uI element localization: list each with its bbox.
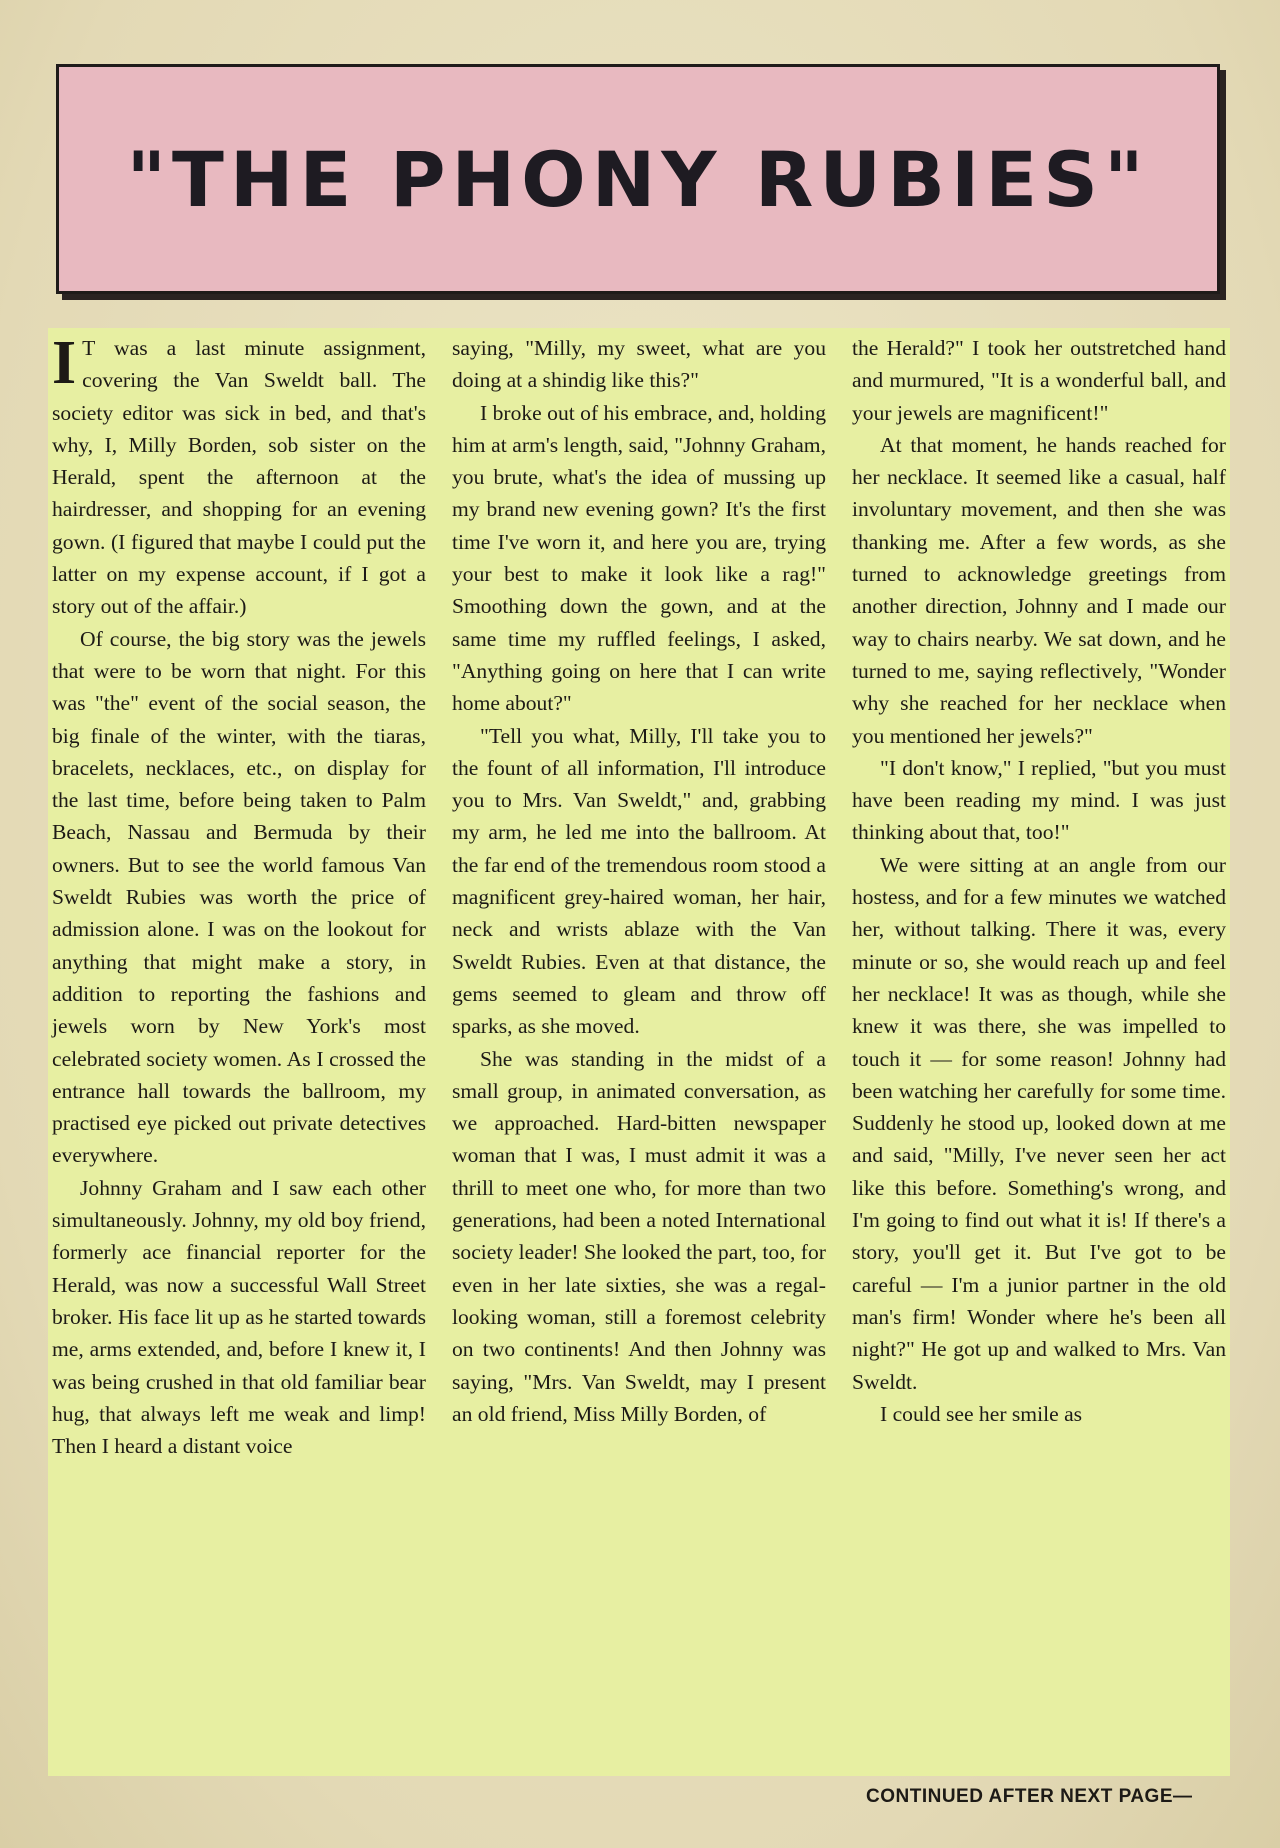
story-panel (48, 328, 1230, 1776)
story-paragraph: Of course, the big story was the jewels that were to be worn that night. For this was "the" event of the social season, the big finale of the winter, with the tiaras, bracelets, necklaces, etc., on display for the last time, before being taken to Palm Beach, Nassau and Bermuda by their owners. But to see the world famous Van Sweldt Rubies was worth the price of admission alone. I was on the lookout for anything that might make a story, in addition to reporting the fashions and jewels worn by New York's most celebrated society women. As I crossed the entrance hall towards the ballroom, my practised eye picked out private detectives everywhere. (52, 626, 426, 1168)
story-paragraph: saying, "Milly, my sweet, what are you doing at a shindig like this?" (452, 336, 826, 393)
story-column-2 (452, 332, 826, 1776)
story-paragraph: "I don't know," I replied, "but you must have been reading my mind. I was just thinking about that, too!" (852, 755, 1226, 845)
story-paragraph: She was standing in the midst of a small group, in animated conversation, as we approached. Hard-bitten newspaper woman that I was, I must admit it was a thrill to meet one who, for more than two generations, had been a noted International society leader! She looked the part, too, for even in her late sixties, she was a regal-looking woman, still a foremost celebrity on two continents! And then Johnny was saying, "Mrs. Van Sweldt, may I present an old friend, Miss Milly Borden, of (452, 1046, 826, 1426)
story-paragraph: At that moment, he hands reached for her necklace. It seemed like a casual, half involuntary movement, and then she was thanking me. After a few words, as she turned to acknowledge greetings from another direction, Johnny and I made our way to chairs nearby. We sat down, and he turned to me, saying reflectively, "Wonder why she reached for her necklace when you mentioned her jewels?" (852, 432, 1226, 748)
story-paragraph: I could see her smile as (880, 1401, 1083, 1426)
story-column-1 (52, 329, 426, 1776)
story-paragraph: Johnny Graham and I saw each other simultaneously. Johnny, my old boy friend, formerly ace financial reporter for the Herald, was now a successful Wall Street broker. His face lit up as he started towards me, arms extended, and, before I knew it, I was being crushed in that old familiar bear hug, that always left me weak and limp! Then I heard a distant voice (52, 1175, 426, 1459)
story-paragraph (52, 329, 426, 623)
story-column-3 (852, 332, 1226, 1776)
paragraph-text: T was a last minute assignment, covering the Van Sweldt ball. The society editor was sick in bed, and that's why, I, Milly Borden, sob sister on the Herald, spent the afternoon at the hairdresser, and shopping for an evening gown. (I figured that maybe I could put the latter on my expense account, if I got a story out of the affair.) (52, 336, 426, 619)
story-paragraph: the Herald?" I took her outstretched hand and murmured, "It is a wonderful ball, and your jewels are magnificent!" (852, 336, 1226, 425)
story-paragraph: We were sitting at an angle from our hostess, and for a few minutes we watched her, without talking. There it was, every minute or so, she would reach up and feel her necklace! It was as though, while she knew it was there, she was impelled to touch it — for some reason! Johnny had been watching her carefully for some time. Suddenly he stood up, looked down at me and said, "Milly, I've never seen her act like this before. Something's wrong, and I'm going to find out what it is! If there's a story, you'll get it. But I've got to be careful — I'm a junior partner in the old man's firm! Wonder where he's been all night?" He got up and walked to Mrs. Van Sweldt. (852, 852, 1226, 1394)
story-title: "THE PHONY RUBIES" (126, 134, 1150, 224)
drop-cap: I (52, 329, 77, 397)
continued-note: CONTINUED AFTER NEXT PAGE— (866, 1786, 1193, 1807)
title-panel (56, 64, 1220, 294)
story-paragraph: "Tell you what, Milly, I'll take you to the fount of all information, I'll introduce you to Mrs. Van Sweldt," and, grabbing my arm, he led me into the ballroom. At the far end of the tremendous room stood a magnificent grey-haired woman, her hair, neck and wrists ablaze with the Van Sweldt Rubies. Even at that distance, the gems seemed to gleam and throw off sparks, as she moved. (452, 723, 826, 1039)
story-paragraph: I broke out of his embrace, and, holding him at arm's length, said, "Johnny Graham, you brute, what's the idea of mussing up my brand new evening gown? It's the first time I've worn it, and here you are, trying your best to make it look like a rag!" Smoothing down the gown, and at the same time my ruffled feelings, I asked, "Anything going on here that I can write home about?" (452, 400, 827, 716)
